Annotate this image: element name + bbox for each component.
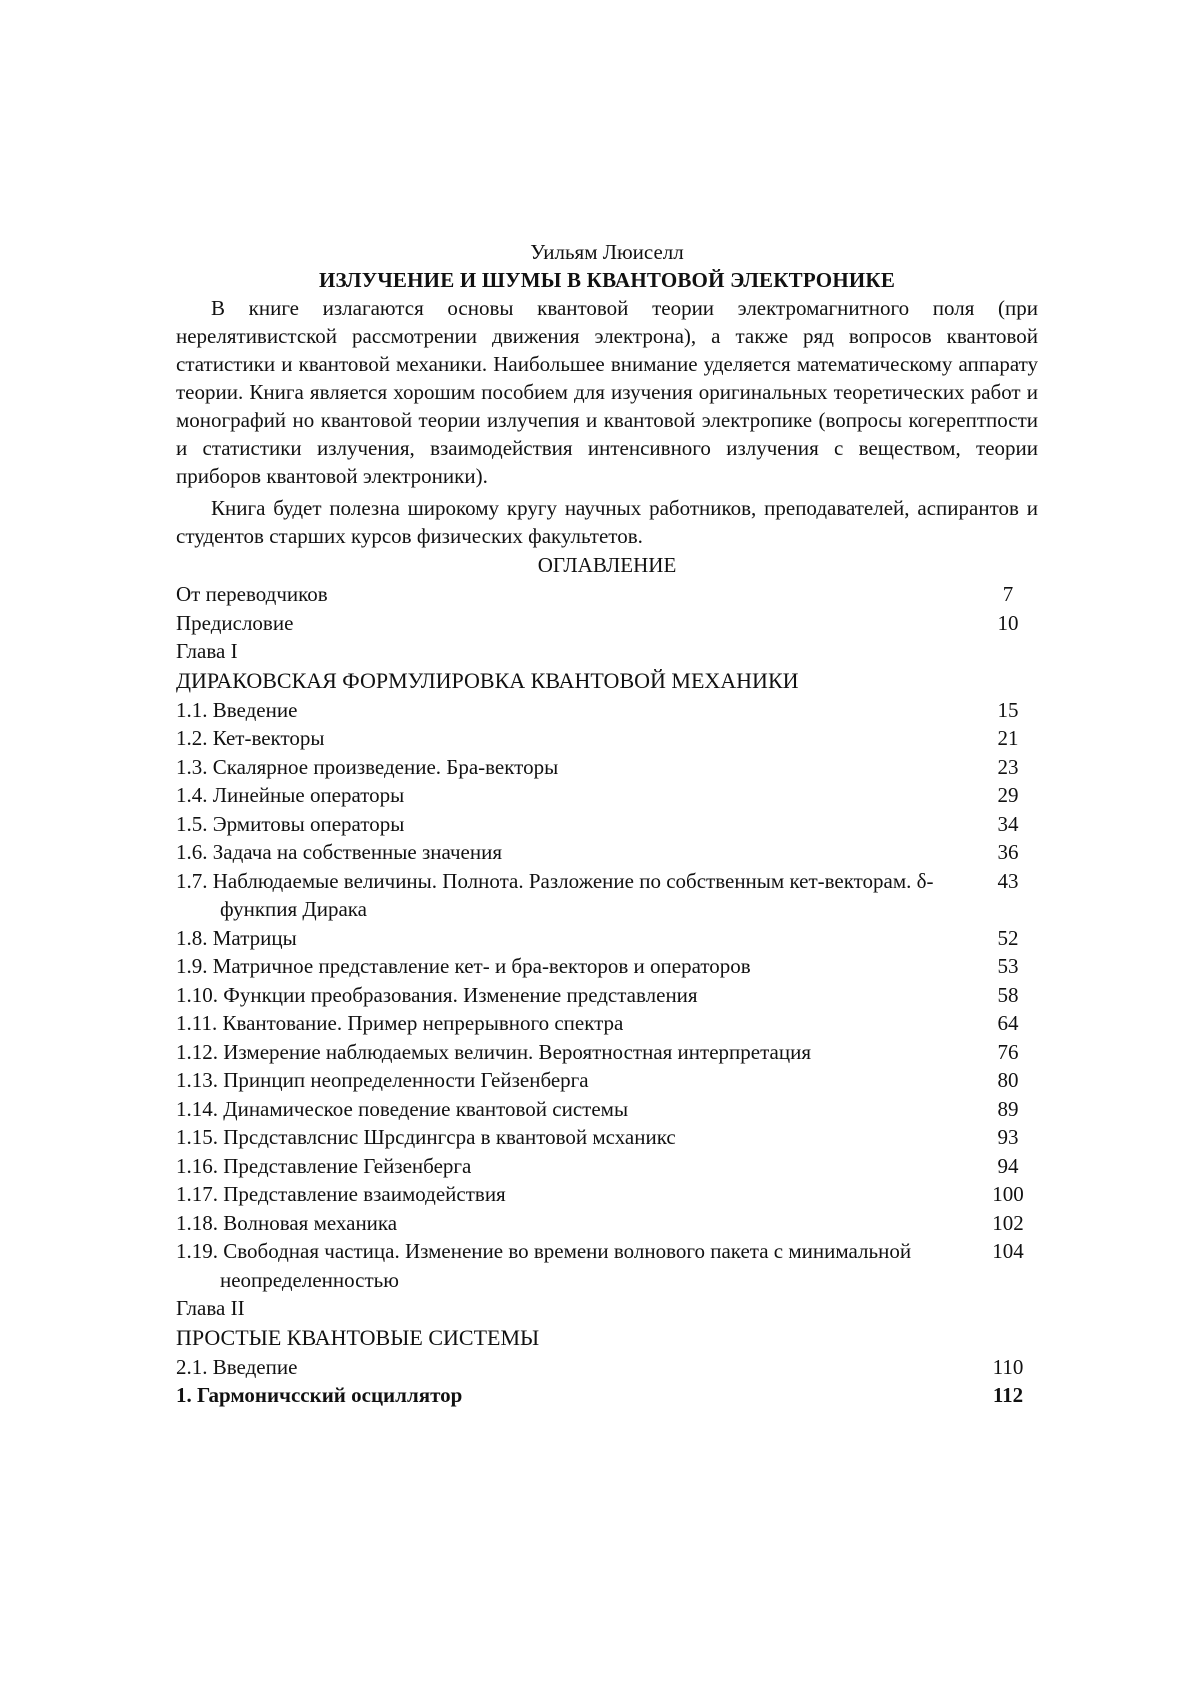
toc-entry: [176, 952, 1038, 981]
toc-entry-page: 76: [997, 1039, 1019, 1064]
toc-entry-page: 102: [992, 1210, 1024, 1235]
toc-entry: [176, 1180, 1038, 1209]
chapter-1-label: Глава I: [176, 639, 238, 663]
toc-entry: [176, 609, 1038, 638]
abstract-paragraph-1: В книге излагаются основы квантовой теории электромагнитного поля (при нерелятивистской рассмотрении движения электрона), а также ряд вопросов квантовой статистики и квантовой механики. Наибольшее внимание уделяется математическому аппарату теории. Книга является хорошим пособием для изучения оригинальных теоретических работ и монографий но квантовой теории излучепия и квaнтовой электропике (вопросы когерептпости и статистики излучения, взаимодействия интенсивного излучения с веществом, теории приборов квантовой электроники).: [176, 296, 1038, 488]
toc-entry-page: 36: [997, 840, 1019, 864]
toc-entry-label: 1.11. Квантование. Пример непрерывного спектра: [176, 1011, 624, 1035]
toc-entry: [176, 1152, 1038, 1181]
toc-entry-page: 15: [997, 697, 1019, 722]
toc-entry-label: 1.8. Матрицы: [176, 925, 297, 950]
toc-entry: [176, 924, 1038, 953]
document-page: [176, 238, 1038, 1410]
toc-entry: [176, 1038, 1038, 1067]
toc-entry-label: Предисловие: [176, 610, 294, 635]
toc-entry-page: 100: [992, 1182, 1024, 1206]
toc-entry-label: 1.3. Скалярное произведение. Бра-векторы: [176, 754, 559, 779]
chapter-2-label: Глава II: [176, 1296, 245, 1320]
toc-entry: [176, 981, 1038, 1010]
chapter-1-list: [176, 696, 1038, 1295]
abstract-paragraph-2: Книга будет полезна широкому кругу научных работников, преподавателей, аспирантов и студентов старших курсов физических факультетов.: [176, 496, 1038, 548]
toc-entry-page: 110: [992, 1354, 1024, 1379]
toc-entry-label: 1.19. Свободная частица. Изменение во времени волнового пакета с минимальной неопределенностью: [176, 1239, 912, 1292]
toc-entry-page: 58: [997, 982, 1019, 1007]
toc-entry-label: 1.6. Задача на собственные значения: [176, 840, 503, 864]
toc-entry-page: 52: [997, 925, 1019, 950]
book-title: ИЗЛУЧЕНИЕ И ШУМЫ В КВАНТОВОЙ ЭЛЕКТРОНИКЕ: [318, 268, 896, 292]
toc-entry: [176, 724, 1038, 753]
toc-entry-page: 94: [997, 1153, 1019, 1178]
toc-entry: [176, 1066, 1038, 1095]
toc-entry-label: 1.2. Кет-векторы: [176, 726, 325, 750]
toc-entry-page: 112: [992, 1383, 1024, 1407]
toc-entry-label: 1.1. Введение: [176, 697, 298, 722]
toc-entry-label: 1.7. Наблюдаемые величины. Полнота. Разложение по собственным кет-векторам. δ-функпия Дирака: [176, 868, 934, 921]
toc-entry: [176, 1123, 1038, 1152]
toc-entry-page: 34: [997, 811, 1019, 836]
toc-entry-page: 10: [997, 610, 1019, 635]
author: Уильям Люиселл: [530, 240, 684, 264]
toc-entry-label: 1.14. Динамическое поведение квантовой системы: [176, 1096, 629, 1121]
toc-entry: [176, 867, 1038, 924]
toc-entry: [176, 696, 1038, 725]
toc-entry-page: 23: [997, 754, 1019, 779]
chapter-2-title: ПРОСТЫЕ КВАНТОВЫЕ СИСТЕМЫ: [176, 1324, 540, 1350]
toc-entry-label: 1.17. Представление взаимодействия: [176, 1182, 506, 1206]
toc-entry: [176, 1095, 1038, 1124]
toc-entry: [176, 810, 1038, 839]
toc-heading: ОГЛАВЛЕНИЕ: [537, 553, 677, 577]
toc-entry-label: 1.4. Линейные операторы: [176, 783, 405, 807]
toc-entry-label: 2.1. Введепие: [176, 1354, 298, 1379]
toc-entry-label: 1.5. Эрмитовы операторы: [176, 811, 405, 836]
toc-entry: [176, 1209, 1038, 1238]
toc-entry: [176, 1237, 1038, 1294]
toc-entry-page: 7: [1002, 582, 1014, 606]
toc-entry: [176, 1353, 1038, 1382]
toc-entry: [176, 1009, 1038, 1038]
toc-entry-label: 1.12. Измерение наблюдаемых величин. Вероятностная интерпретация: [176, 1039, 811, 1064]
table-of-contents: [176, 580, 1038, 1410]
toc-entry-label: 1.18. Волновая механика: [176, 1210, 398, 1235]
chapter-2-list: [176, 1353, 1038, 1410]
toc-entry-label: 1.9. Матричное представление кет- и бра-векторов и операторов: [176, 954, 751, 978]
toc-entry: [176, 753, 1038, 782]
toc-entry: [176, 1381, 1038, 1410]
toc-entry-label: 1.10. Функции преобразования. Изменение представления: [176, 982, 698, 1007]
front-matter-list: [176, 580, 1038, 637]
toc-entry-page: 21: [997, 726, 1019, 750]
toc-entry-page: 104: [992, 1239, 1024, 1263]
toc-entry-label: 1.16. Представление Гейзенберга: [176, 1153, 472, 1178]
toc-entry: [176, 838, 1038, 867]
toc-entry-label: От переводчиков: [176, 582, 328, 606]
toc-entry: [176, 781, 1038, 810]
chapter-1-title: ДИРАКОВСКАЯ ФОРМУЛИРОВКА КВАНТОВОЙ МЕХАНИКИ: [176, 667, 799, 693]
toc-entry-page: 93: [997, 1125, 1019, 1149]
toc-entry-label: 1.15. Прсдставлснис Шрсдингсра в квантовой мсханикс: [176, 1125, 676, 1149]
toc-entry-page: 64: [997, 1011, 1019, 1035]
toc-entry-page: 53: [997, 954, 1019, 978]
toc-entry-page: 43: [997, 868, 1019, 893]
toc-entry-page: 29: [997, 783, 1019, 807]
toc-entry-label: 1. Гармоничсский осциллятор: [176, 1383, 463, 1407]
toc-entry-label: 1.13. Принцип неопределенности Гейзенберга: [176, 1068, 589, 1092]
toc-entry: [176, 580, 1038, 609]
toc-entry-page: 80: [997, 1068, 1019, 1092]
toc-entry-page: 89: [997, 1096, 1019, 1121]
